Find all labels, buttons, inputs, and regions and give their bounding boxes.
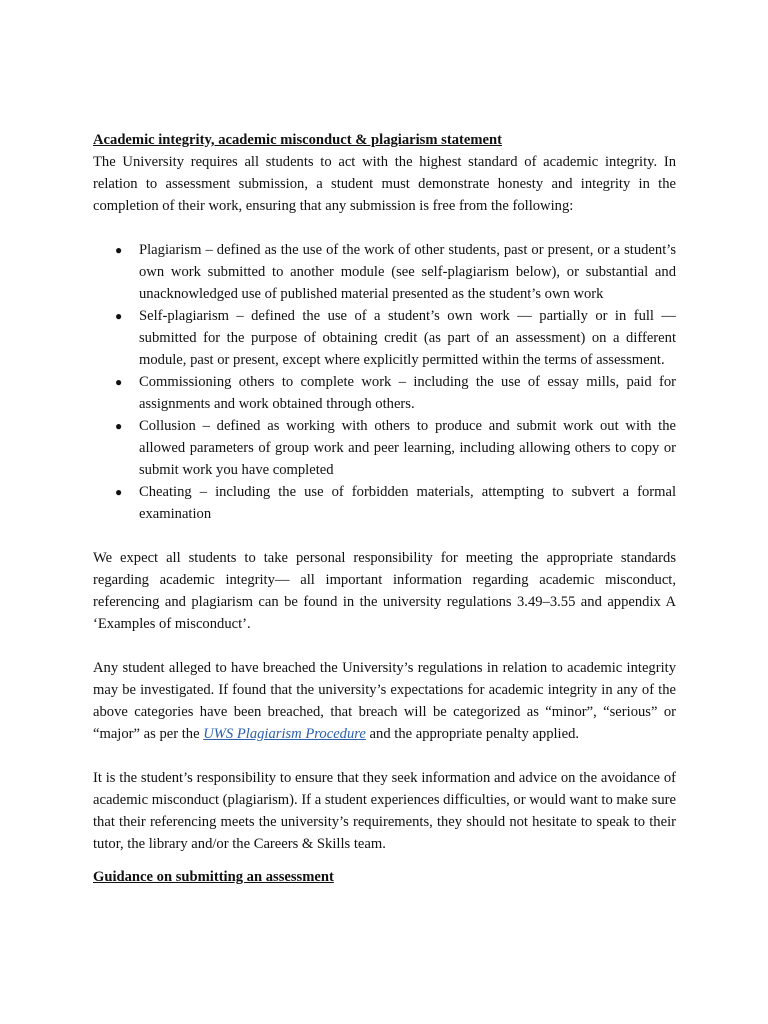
list-item-text: Cheating – including the use of forbidden materials, attempting to subvert a formal examination: [139, 484, 676, 522]
spacer: [93, 525, 676, 547]
list-item-self-plagiarism: [93, 305, 676, 371]
list-item-text: Commissioning others to complete work – including the use of essay mills, paid for assignments and work obtained through others.: [139, 374, 676, 412]
list-item-text: Self-plagiarism – defined the use of a student’s own work — partially or in full — submitted for the purpose of obtaining credit (as part of an assessment) on a different module, past or present, except where explicitly permitted within the terms of assessment.: [139, 308, 676, 368]
section-heading-submission-guidance: Guidance on submitting an assessment: [93, 869, 334, 885]
advice-paragraph: It is the student’s responsibility to ensure that they seek information and advice on the avoidance of academic misconduct (plagiarism). If a student experiences difficulties, or would want to make sure that their referencing meets the university’s requirements, they should not hesitate to speak to their tutor, the library and/or the Careers & Skills team.: [93, 770, 676, 852]
spacer: [93, 217, 676, 239]
bullet-icon: ●: [115, 309, 123, 323]
bullet-icon: ●: [115, 375, 123, 389]
list-item-text: Collusion – defined as working with others to produce and submit work out with the allowed parameters of group work and peer learning, including allowing others to copy or submit work you have completed: [139, 418, 676, 478]
document-page: [93, 129, 676, 888]
list-item-cheating: [93, 481, 676, 525]
section-heading-academic-integrity: Academic integrity, academic misconduct & plagiarism statement: [93, 132, 502, 148]
breach-text-before: Any student alleged to have breached the University’s regulations in relation to academic integrity may be investigated. If found that the university’s expectations for academic integrity in any of the above categories have been breached, that breach will be categorized as “minor”, “serious” or “major” as per the: [93, 660, 676, 742]
spacer: [93, 745, 676, 767]
misconduct-list: [93, 239, 676, 525]
bullet-icon: ●: [115, 419, 123, 433]
list-item-collusion: [93, 415, 676, 481]
list-item-commissioning: [93, 371, 676, 415]
responsibility-paragraph: We expect all students to take personal responsibility for meeting the appropriate standards regarding academic integrity— all important information regarding academic misconduct, referencing and plagiarism can be found in the university regulations 3.49–3.55 and appendix A ‘Examples of misconduct’.: [93, 550, 676, 632]
intro-paragraph: The University requires all students to act with the highest standard of academic integrity. In relation to assessment submission, a student must demonstrate honesty and integrity in the completion of their work, ensuring that any submission is free from the following:: [93, 154, 676, 214]
list-item-text: Plagiarism – defined as the use of the work of other students, past or present, or a student’s own work submitted to another module (see self-plagiarism below), or substantial and unacknowledged use of published material presented as the student’s own work: [139, 242, 676, 302]
breach-text-after: and the appropriate penalty applied.: [365, 726, 580, 742]
plagiarism-procedure-link[interactable]: UWS Plagiarism Procedure: [203, 726, 366, 742]
bullet-icon: ●: [115, 485, 123, 499]
bullet-icon: ●: [115, 243, 123, 257]
spacer: [93, 635, 676, 657]
list-item-plagiarism: [93, 239, 676, 305]
breach-paragraph: [93, 657, 676, 745]
